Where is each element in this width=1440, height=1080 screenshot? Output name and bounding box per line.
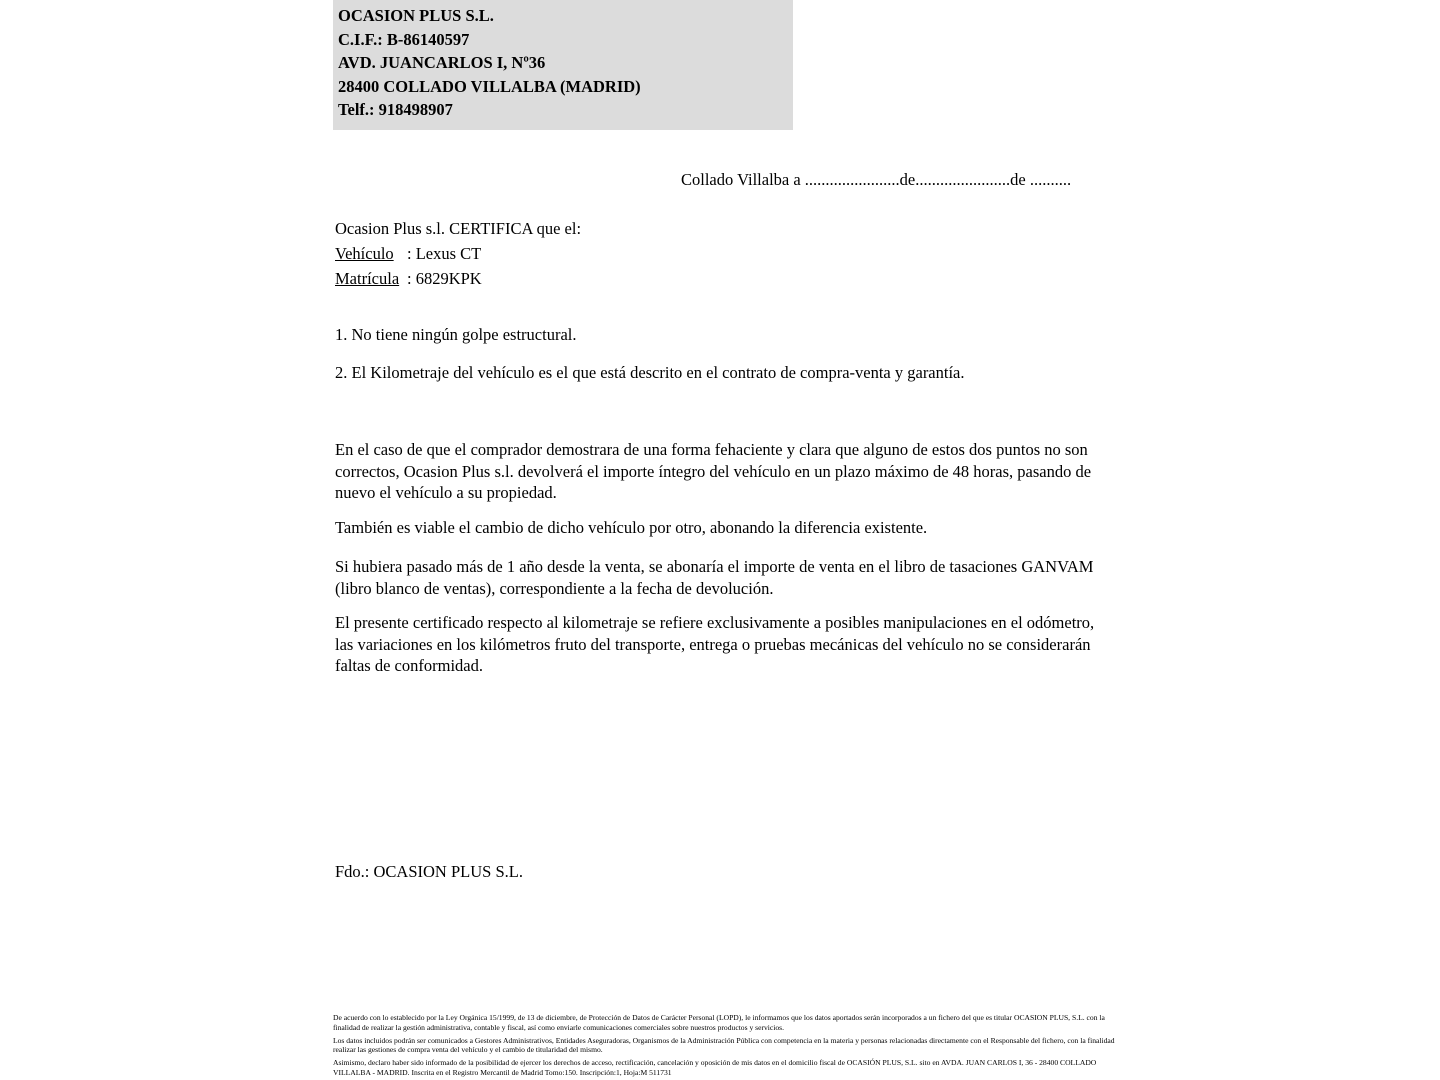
point-2: 2. El Kilometraje del vehículo es el que está descrito en el contrato de compra-venta y garantía. — [335, 363, 965, 382]
legal-paragraph-3: Asimismo, declaro haber sido informado de la posibilidad de ejercer los derechos de acceso, rectificación, cancelación y oposición de mis datos en el domicilio fiscal de OCASIÓN PLUS, S.L. sito en AVDA. JUAN CARLOS I, 36 - 28400 COLLADO VILLALBA - MADRID. Inscrita en el Registro Mercantil de Madrid Tomo:150. Inscripción:1, Hoja:M 511731 — [333, 1058, 1097, 1077]
plate-row — [335, 266, 581, 291]
company-city: 28400 COLLADO VILLALBA (MADRID) — [338, 76, 641, 96]
company-address: AVD. JUANCARLOS I, Nº36 — [338, 53, 546, 72]
plate-label: Matrícula — [335, 269, 400, 288]
legal-paragraph-1: De acuerdo con lo establecido por la Ley Orgánica 15/1999, de 13 de diciembre, de Protección de Datos de Carácter Personal (LOPD), le informamos que los datos aportados serán incorporados a un fichero del que es titular OCASION PLUS, S.L. con la finalidad de realizar la gestión administrativa, contable y fiscal, así como enviarle comunicaciones comerciales sobre nuestros productos y servicios. — [333, 1013, 1105, 1032]
point-1: 1. No tiene ningún golpe estructural. — [335, 325, 577, 344]
vehicle-row — [335, 241, 581, 266]
paragraph-odometer-scope: El presente certificado respecto al kilometraje se refiere exclusivamente a posibles manipulaciones en el odómetro, las variaciones en los kilómetros fruto del transporte, entrega o pruebas mecánicas del vehículo no se considerarán faltas de conformidad. — [335, 613, 1095, 675]
paragraph-refund-conditions: En el caso de que el comprador demostrara de una forma fehaciente y clara que alguno de estos dos puntos no son correctos, Ocasion Plus s.l. devolverá el importe íntegro del vehículo en un plazo máximo de 48 horas, pasando de nuevo el vehículo a su propiedad. — [335, 440, 1092, 502]
date-line: Collado Villalba a .......................de.......................de .......... — [681, 170, 1072, 189]
vehicle-value: : Lexus CT — [407, 244, 482, 263]
certify-intro: Ocasion Plus s.l. CERTIFICA que el: — [335, 219, 582, 238]
certification-block — [335, 216, 581, 291]
company-name: OCASION PLUS S.L. — [338, 6, 494, 25]
plate-value: : 6829KPK — [407, 269, 482, 288]
company-cif: C.I.F.: B-86140597 — [338, 29, 470, 49]
signature-line: Fdo.: OCASION PLUS S.L. — [335, 862, 523, 881]
paragraph-vehicle-exchange: También es viable el cambio de dicho vehículo por otro, abonando la diferencia existente. — [335, 518, 928, 537]
company-phone: Telf.: 918498907 — [338, 100, 453, 119]
company-header-box — [333, 0, 793, 130]
vehicle-label: Vehículo — [335, 244, 394, 263]
legal-footer — [333, 1013, 1123, 1078]
paragraph-ganvam: Si hubiera pasado más de 1 año desde la venta, se abonaría el importe de venta en el libro de tasaciones GANVAM (libro blanco de ventas), correspondiente a la fecha de devolución. — [335, 557, 1094, 598]
legal-paragraph-2: Los datos incluidos podrán ser comunicados a Gestores Administrativos, Entidades Aseguradoras, Organismos de la Administración Pública con competencia en la materia y personas relacionadas directamente con el Responsable del fichero, con la finalidad realizar las gestiones de compra venta del vehículo y el cambio de titularidad del mismo. — [333, 1035, 1115, 1055]
